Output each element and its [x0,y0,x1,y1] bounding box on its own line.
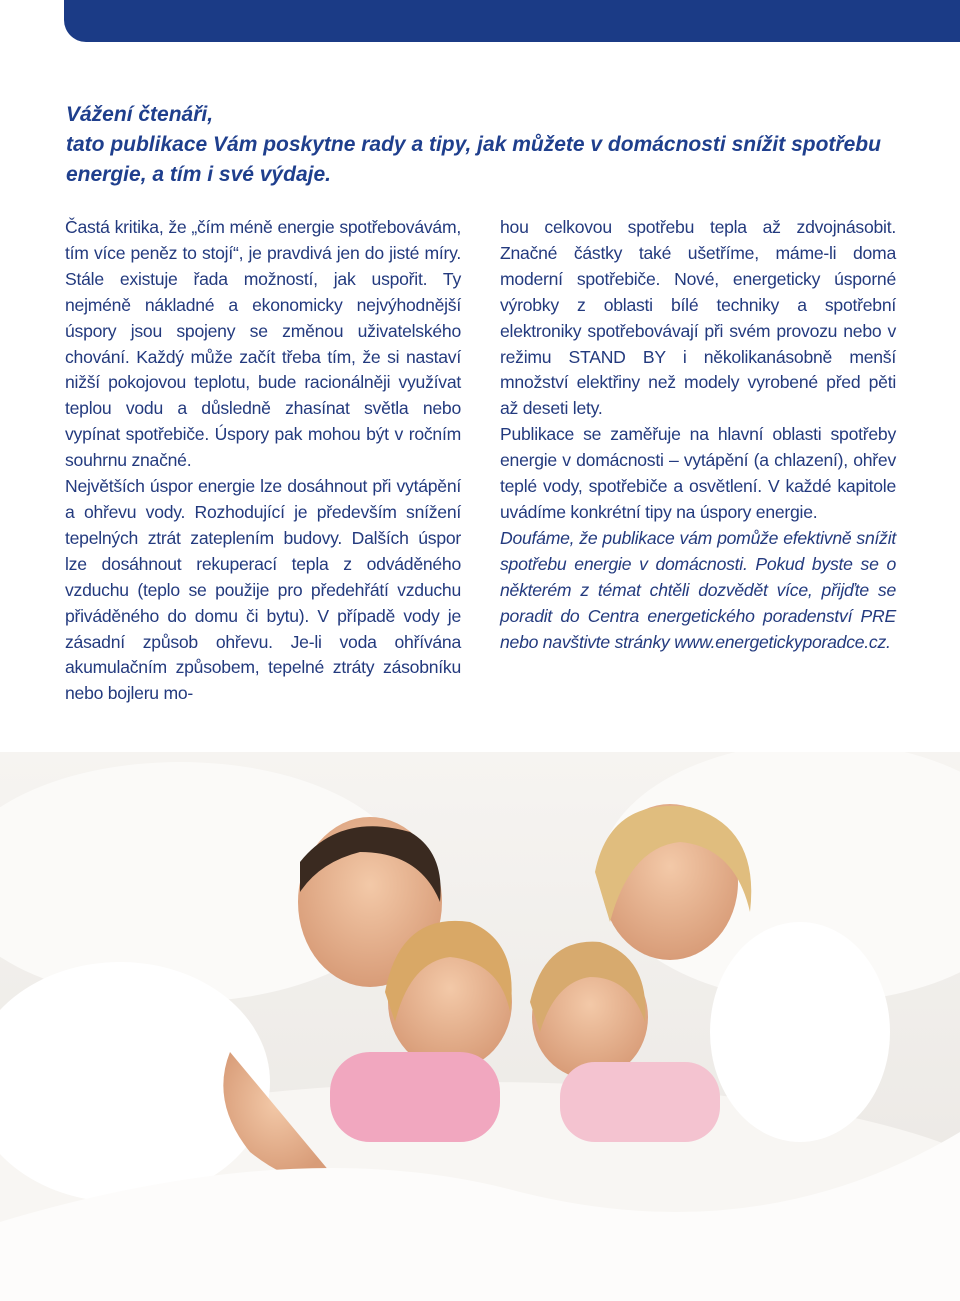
right-paragraph-2: Publikace se zaměřuje na hlavní oblasti spotřeby energie v domácnosti – vytápění (a chlazení), ohřev teplé vody, spotřebiče a osvětlení. V každé kapitole uvádíme konkrétní tipy na úspory energie. [500,424,896,522]
intro-greeting: Vážení čtenáři, [66,103,214,126]
left-paragraph-2: Největších úspor energie lze dosáhnout při vytápění a ohřevu vody. Rozhodující je především snížení tepelných ztrát zateplením budovy. Dalších úspor lze dosáhnout rekuperací tepla z odváděného vzduchu (teplo se použije pro předehřátí vzduchu přiváděného do domu či bytu). V případě vody je zásadní způsob ohřevu. Je-li voda ohřívána akumulačním způsobem, tepelné ztráty zásobníku nebo bojleru mo- [65,476,461,704]
family-photo [0,752,960,1301]
left-column [65,215,461,707]
closing-paragraph: Doufáme, že publikace vám pomůže efektivně snížit spotřebu energie v domácnosti. Pokud byste se o některém z témat chtěli dozvědět více, přijďte se poradit do Centra energetického poradenství PRE nebo navštivte stránky www.energetickyporadce.cz. [500,527,896,652]
family-in-bed-illustration [0,752,960,1301]
right-column [500,215,896,655]
left-paragraph-1: Častá kritika, že „čím méně energie spotřebovávám, tím více peněz to stojí“, je pravdivá jen do jisté míry. Stále existuje řada možností, jak uspořit. Ty nejméně nákladné a ekonomicky nejvýhodnější úspory jsou spojeny se změnou uživatelského chování. Každý může začít třeba tím, že si nastaví nižší pokojovou teplotu, bude racionálněji využívat teplou vodu a důsledně zhasínat světla nebo vypínat spotřebiče. Úspory pak mohou být v ročním souhrnu značné. [65,217,461,471]
right-paragraph-1: hou celkovou spotřebu tepla až zdvojnásobit. Značné částky také ušetříme, máme-li doma moderní spotřebiče. Nové, energeticky úsporné výrobky z oblasti bílé techniky a spotřební elektroniky spotřebovávají při svém provozu nebo v režimu STAND BY i několikanásobně menší množství elektřiny než modely vyrobené před pěti až deseti lety. [500,217,896,419]
intro-heading [66,100,926,190]
intro-line-1: tato publikace Vám poskytne rady a tipy, jak můžete v domácnosti snížit spotřebu [66,133,881,156]
header-accent-bar [64,0,960,42]
intro-line-2: energie, a tím i své výdaje. [66,163,331,186]
